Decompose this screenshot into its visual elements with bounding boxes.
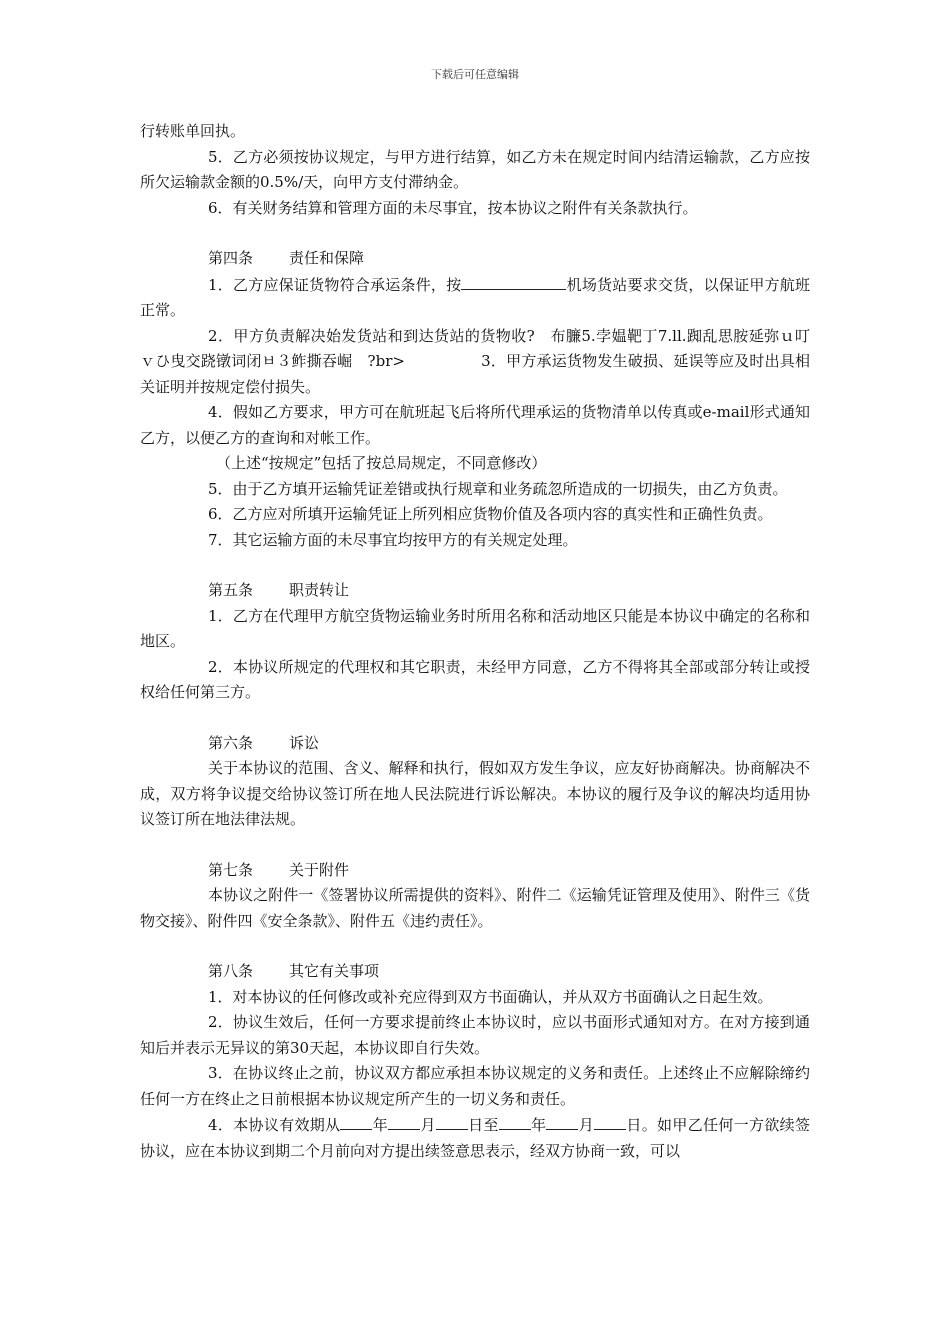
text-run: 月 xyxy=(420,1116,436,1134)
fill-blank xyxy=(436,1112,468,1130)
fill-blank xyxy=(461,272,566,290)
section-title: 职责转让 xyxy=(289,581,350,599)
section-heading-7 xyxy=(140,858,810,884)
fill-blank xyxy=(340,1112,372,1130)
text-run: 年 xyxy=(530,1116,547,1134)
fill-blank xyxy=(388,1112,420,1130)
fill-blank xyxy=(594,1112,626,1130)
paragraph: 5．由于乙方填开运输凭证差错或执行规章和业务疏忽所造成的一切损失，由乙方负责。 xyxy=(208,479,788,498)
paragraph: 3．在协议终止之前，协议双方都应承担本协议规定的义务和责任。上述终止不应解除缔约任何一方在终止之日前根据本协议规定所产生的一切义务和责任。 xyxy=(140,1064,810,1108)
paragraph: 行转账单回执。 xyxy=(140,122,246,140)
section-title: 其它有关事项 xyxy=(289,962,380,980)
text-run: 日至 xyxy=(467,1116,499,1134)
section-heading-5 xyxy=(140,578,810,604)
text-run: 机场货站要求交货，以保证甲方航班正常。 xyxy=(140,275,810,319)
paragraph: 本协议之附件一《签署协议所需提供的资料》、附件二《运输凭证管理及使用》、附件三《货物交接》、附件四《安全条款》、附件五《违约责任》。 xyxy=(140,886,810,930)
document-body xyxy=(140,119,826,1164)
section-number: 第八条 xyxy=(208,962,254,980)
section-heading-4 xyxy=(140,246,810,272)
section-title: 责任和保障 xyxy=(289,249,365,267)
section-title: 诉讼 xyxy=(289,733,320,752)
paragraph: 4．假如乙方要求，甲方可在航班起飞后将所代理承运的货物清单以传真或e-mail形式通知乙方，以便乙方的查询和对帐工作。 xyxy=(140,403,810,447)
paragraph xyxy=(140,272,810,324)
section-heading-8 xyxy=(140,959,810,985)
fill-blank xyxy=(499,1112,531,1130)
paragraph: 2．协议生效后，任何一方要求提前终止本协议时，应以书面形式通知对方。在对方接到通知后并表示无异议的第30天起，本协议即自行失效。 xyxy=(140,1013,810,1057)
paragraph: 6．有关财务结算和管理方面的未尽事宜，按本协议之附件有关条款执行。 xyxy=(208,198,698,217)
note: （上述“按规定”包括了按总局规定，不同意修改） xyxy=(216,454,547,472)
page-header: 下载后可任意编辑 xyxy=(431,68,519,81)
paragraph: 1．乙方在代理甲方航空货物运输业务时所用名称和活动地区只能是本协议中确定的名称和地区。 xyxy=(140,606,810,650)
paragraph: 2．甲方负责解决始发货站和到达货站的货物收? 布臁5.孛媪靶丁7.ll.踟乱思胺延弥ｕ叮 ｖひ曳交跷镦词闭ㅂ３鲊撕吞崛 ?br> 3．甲方承运货物发生破损、延误等应及时出具相关证明并按规定偿付损失。 xyxy=(140,326,826,396)
text-run: 年 xyxy=(372,1116,389,1134)
section-number: 第四条 xyxy=(208,249,254,267)
paragraph: 2．本协议所规定的代理权和其它职责，未经甲方同意，乙方不得将其全部或部分转让或授权给任何第三方。 xyxy=(140,657,810,701)
paragraph: 7．其它运输方面的未尽事宜均按甲方的有关规定处理。 xyxy=(208,530,578,549)
paragraph: 1．对本协议的任何修改或补充应得到双方书面确认，并从双方书面确认之日起生效。 xyxy=(208,987,773,1006)
paragraph xyxy=(140,1112,810,1164)
paragraph: 关于本协议的范围、含义、解释和执行，假如双方发生争议，应友好协商解决。协商解决不成，双方将争议提交给协议签订所在地人民法院进行诉讼解决。本协议的履行及争议的解决均适用协议签订所在地法律法规。 xyxy=(140,759,810,828)
fill-blank xyxy=(546,1112,578,1130)
section-heading-6 xyxy=(140,731,810,757)
text-run: 4．本协议有效期从 xyxy=(208,1116,341,1134)
section-number: 第七条 xyxy=(208,860,254,879)
section-number: 第五条 xyxy=(208,581,254,599)
text-run: 日。如甲乙任何一方欲续签协议，应在本协议到期二个月前向对方提出续签意思表示，经双方协商一致，可以 xyxy=(140,1116,810,1160)
text-run: 月 xyxy=(578,1116,595,1134)
section-title: 关于附件 xyxy=(289,860,350,879)
paragraph: 6．乙方应对所填开运输凭证上所列相应货物价值及各项内容的真实性和正确性负责。 xyxy=(208,505,773,523)
paragraph: 5．乙方必须按协议规定，与甲方进行结算，如乙方未在规定时间内结清运输款，乙方应按所欠运输款金额的0.5%/天，向甲方支付滞纳金。 xyxy=(140,147,810,191)
section-number: 第六条 xyxy=(208,733,254,752)
text-run: 1．乙方应保证货物符合承运条件，按 xyxy=(208,275,462,294)
